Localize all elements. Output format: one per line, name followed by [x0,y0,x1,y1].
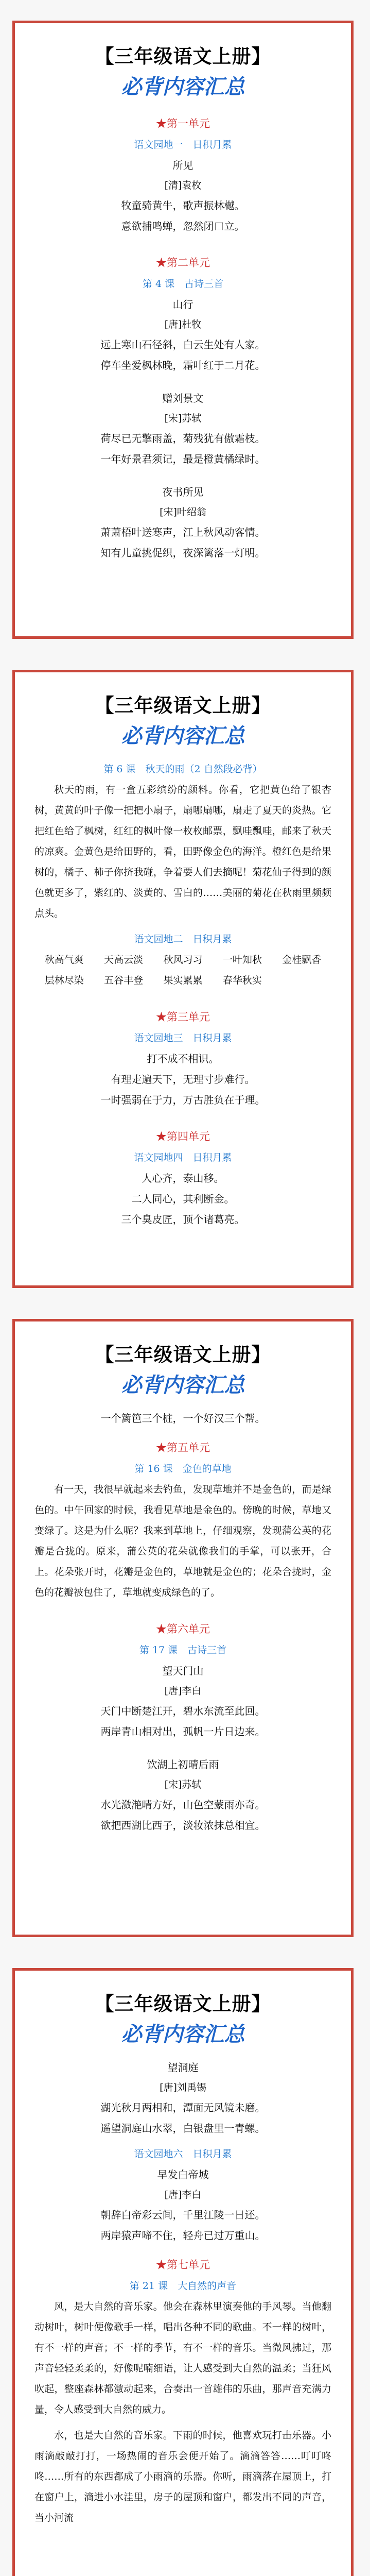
unit-heading-label: 第五单元 [167,1442,210,1454]
section-heading: 语文园地六 日积月累 [134,2148,232,2160]
poem-author: [唐]刘禹锡 [160,2082,206,2093]
poem-author: [唐]李白 [164,1685,202,1697]
poem-author: [唐]李白 [164,2189,202,2200]
header-title: 【三年级语文上册】 [95,45,271,67]
section-heading: 语文园地一 日积月累 [134,139,232,150]
unit-heading [34,1126,331,1147]
poem-title: 山行 [172,298,193,311]
unit-heading-label: 第二单元 [167,257,210,269]
header-subtitle: 必背内容汇总 [121,724,245,748]
star-icon: ★ [156,2259,167,2271]
poem-line: 远上寒山石径斜，白云生处有人家。 [100,338,266,351]
poem-title: 饮湖上初晴后雨 [147,1758,219,1771]
poem-line: 两岸猿声啼不住，轻舟已过万重山。 [100,2229,266,2242]
page-card-2 [12,670,354,1288]
poem-line: 一年好景君须记，最是橙黄橘绿时。 [100,453,266,465]
header-subtitle: 必背内容汇总 [121,1374,245,1397]
poem-line: 意欲捕鸣蝉，忽然闭口立。 [121,220,245,232]
unit-heading-label: 第三单元 [167,1011,210,1023]
poem-title: 望洞庭 [167,2061,199,2074]
star-icon: ★ [156,1011,167,1023]
word-grid [34,950,331,991]
poem-line: 荷尽已无擎雨盖，菊残犹有傲霜枝。 [100,432,266,445]
poem-line: 遥望洞庭山水翠，白银盘里一青螺。 [100,2122,266,2134]
star-icon: ★ [156,117,167,130]
unit-heading-label: 第四单元 [167,1130,210,1143]
poem-line: 朝辞白帝彩云间，千里江陵一日还。 [100,2209,266,2221]
poem-author: [宋]苏轼 [164,1779,202,1790]
poem-author: [清]袁枚 [164,180,202,191]
poem-line: 欲把西湖比西子，淡妆浓抹总相宜。 [100,1819,266,1832]
word-item: 天高云淡 [104,954,144,965]
poem-title: 望天门山 [162,1665,204,1677]
poem-author: [宋]苏轼 [164,413,202,424]
poem-title: 赠刘景文 [162,392,204,404]
page-card-4 [12,1968,354,2576]
poem-title: 夜书所见 [162,486,204,498]
saying-line: 有理走遍天下，无理寸步难行。 [111,1073,255,1086]
header-title: 【三年级语文上册】 [95,1993,271,2015]
poem-author: [唐]杜牧 [164,319,202,330]
section-heading: 语文园地二 日积月累 [134,934,232,945]
poem-title: 所见 [172,159,193,172]
unit-heading-label: 第一单元 [167,117,210,130]
poem-line: 知有儿童挑促织，夜深篱落一灯明。 [100,547,266,559]
poem-line: 萧萧梧叶送寒声，江上秋风动客情。 [100,526,266,538]
unit-heading [34,252,331,274]
page-card-3 [12,1319,354,1937]
passage-paragraph: 有一天，我很早就起来去钓鱼，发现草地并不是金色的，而是绿色的。中午回家的时候，我看见草地是金色的。傍晚的时候，草地又变绿了。这是为什么呢？我来到草地上，仔细观察，发现蒲公英的花瓣是合拢的。原来，蒲公英的花朵就像我们的手掌，可以张开，合上。花朵张开时，花瓣是金色的，草地就是金色的；花朵合拢时，金色的花瓣被包住了，草地就变成绿色的了。 [34,1484,331,1598]
star-icon: ★ [156,257,167,269]
saying-line: 一个篱笆三个桩，一个好汉三个帮。 [100,1412,266,1425]
poem-line: 牧童骑黄牛，歌声振林樾。 [121,199,245,212]
section-heading: 第 6 课 秋天的雨（2 自然段必背） [103,764,262,775]
page-content [34,110,331,563]
section-heading: 第 4 课 古诗三首 [142,278,224,290]
section-heading: 第 21 课 大自然的声音 [129,2280,237,2292]
word-item: 秋风习习 [163,954,203,965]
poem-line: 湖光秋月两相和，潭面无风镜未磨。 [100,2102,266,2114]
unit-heading [34,1618,331,1640]
page-content [34,2057,331,2528]
section-heading: 语文园地四 日积月累 [134,1152,232,1163]
poem-line: 两岸青山相对出，孤帆一片日边来。 [100,1725,266,1738]
passage-paragraph: 水，也是大自然的音乐家。下雨的时候，他喜欢玩打击乐器。小雨滴敲敲打打，一场热闹的音乐会便开始了。滴滴答答……叮叮咚咚……所有的东西都成了小雨滴的乐器。你听，雨滴落在屋顶上，打在窗户上，滴进小水洼里，房子的屋顶和窗户，都发出不同的声音，当小河流 [34,2430,331,2523]
header-title: 【三年级语文上册】 [95,694,271,717]
poem-title: 早发白帝城 [157,2168,209,2181]
unit-heading [34,2254,331,2276]
poem-line: 天门中断楚江开，碧水东流至此回。 [100,1705,266,1717]
star-icon: ★ [156,1442,167,1454]
unit-heading [34,1006,331,1028]
section-heading: 第 16 课 金色的草地 [134,1463,232,1475]
page-content [34,759,331,1230]
word-item: 五谷丰登 [104,975,144,986]
word-item: 秋高气爽 [44,954,84,965]
section-heading: 语文园地三 日积月累 [134,1032,232,1044]
header-title: 【三年级语文上册】 [95,1344,271,1366]
unit-heading-label: 第六单元 [167,1623,210,1635]
poem-author: [宋]叶绍翁 [160,506,206,518]
unit-heading [34,1437,331,1459]
passage-paragraph: 风，是大自然的音乐家。他会在森林里演奏他的手风琴。当他翻动树叶，树叶便像歌手一样，唱出各种不同的歌曲。不一样的树叶，有不一样的声音；不一样的季节，有不一样的音乐。当微风拂过，那声音轻轻柔柔的，好像呢喃细语，让人感受到大自然的温柔；当狂风吹起，整座森林都激动起来，合奏出一首雄伟的乐曲，那声音充满力量，令人感受到大自然的威力。 [34,2301,331,2415]
header-subtitle: 必背内容汇总 [121,75,245,99]
saying-line: 二人同心，其利断金。 [131,1193,235,1205]
saying-line: 一时强弱在于力，万古胜负在于理。 [100,1094,266,1106]
word-item: 春华秋实 [222,975,262,986]
word-item: 层林尽染 [44,975,84,986]
word-item: 金桂飘香 [282,954,322,965]
poem-line: 水光潋滟晴方好，山色空蒙雨亦奇。 [100,1799,266,1811]
section-heading: 第 17 课 古诗三首 [139,1645,227,1656]
unit-heading [34,113,331,134]
saying-line: 人心齐，泰山移。 [142,1172,224,1184]
saying-line: 三个臭皮匠，顶个诸葛亮。 [121,1213,245,1226]
poem-line: 停车坐爱枫林晚，霜叶红于二月花。 [100,359,266,371]
unit-heading-label: 第七单元 [167,2259,210,2271]
word-item: 一叶知秋 [222,954,262,965]
header-subtitle: 必背内容汇总 [121,2023,245,2046]
page-card-1 [12,21,354,639]
star-icon: ★ [156,1623,167,1635]
star-icon: ★ [156,1130,167,1143]
saying-line: 打不成不相识。 [147,1053,219,1065]
passage-paragraph: 秋天的雨，有一盒五彩缤纷的颜料。你看，它把黄色给了银杏树，黄黄的叶子像一把把小扇子，扇哪扇哪，扇走了夏天的炎热。它把红色给了枫树，红红的枫叶像一枚枚邮票，飘哇飘哇，邮来了秋天的凉爽。金黄色是给田野的，看，田野像金色的海洋。橙红色是给果树的，橘子、柿子你挤我碰，争着要人们去摘呢！菊花仙子得到的颜色就更多了，紫红的、淡黄的、雪白的……美丽的菊花在秋雨里频频点头。 [34,784,331,919]
page-content [34,1408,331,1836]
word-item: 果实累累 [163,975,203,986]
